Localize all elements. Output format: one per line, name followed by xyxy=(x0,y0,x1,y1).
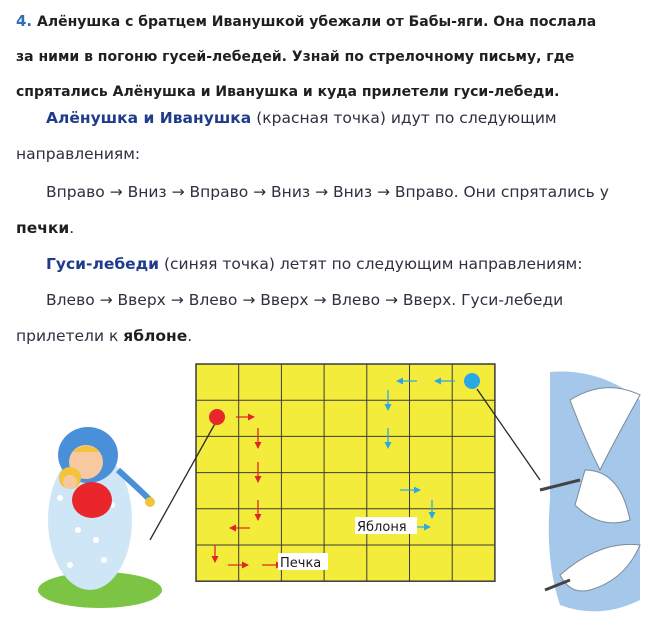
route-children-text: Вправо → Вниз → Вправо → Вниз → Вниз → Вправо. Они спрятались у xyxy=(46,183,609,201)
place-pechka: печки xyxy=(16,219,70,237)
red-dot xyxy=(209,409,225,425)
route-geese-start: прилетели к xyxy=(16,327,124,345)
children-names: Алёнушка и Иванушка xyxy=(46,109,252,127)
task-line-3: спрятались Алёнушка и Иванушка и куда прилетели гуси-лебеди. xyxy=(16,84,560,100)
label-pechka: Печка xyxy=(280,556,322,571)
route-geese-end: . xyxy=(187,327,193,345)
grid xyxy=(196,364,495,581)
place-yablonya: яблоне xyxy=(123,327,188,345)
children-desc-2: направлениям: xyxy=(16,145,141,163)
geese-names: Гуси-лебеди xyxy=(46,255,160,273)
alyonushka-illustration xyxy=(38,427,162,608)
geese-illustration xyxy=(540,372,640,612)
route-children-end: . xyxy=(69,219,75,237)
route-geese-text: Влево → Вверх → Влево → Вверх → Влево → Вверх. Гуси-лебеди xyxy=(46,291,564,309)
label-yablonya: Яблоня xyxy=(357,520,407,535)
task-line-2: за ними в погоню гусей-лебедей. Узнай по стрелочному письму, где xyxy=(16,49,575,65)
geese-desc: (синяя точка) летят по следующим направлениям: xyxy=(159,255,583,273)
task-number: 4. xyxy=(16,12,33,30)
task-line-1: Алёнушка с братцем Иванушкой убежали от Бабы-яги. Она послала xyxy=(37,14,597,30)
children-desc: (красная точка) идут по следующим xyxy=(251,109,557,127)
blue-dot xyxy=(464,373,480,389)
